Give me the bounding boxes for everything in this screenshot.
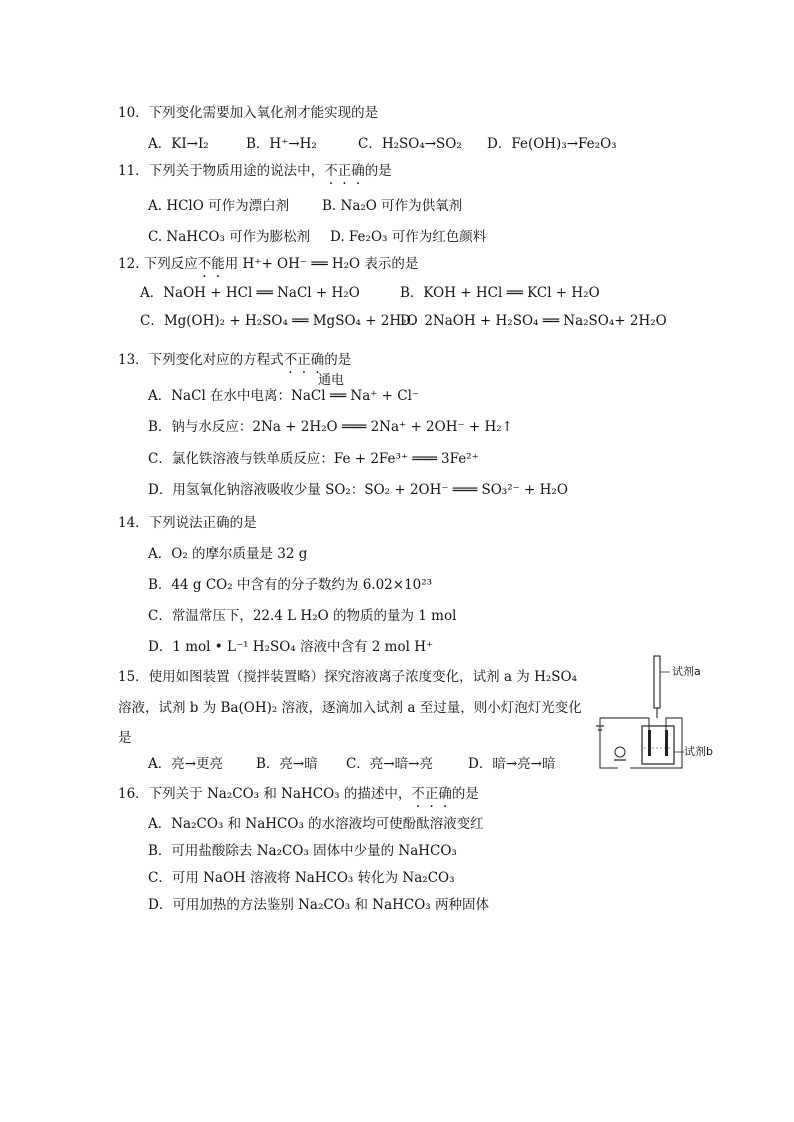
q16-stem [118, 785, 479, 803]
q11-option-c: C. NaHCO₃ 可作为膨松剂 [148, 229, 311, 245]
burette [654, 656, 660, 708]
q14-stem: 14．下列说法正确的是 [118, 515, 257, 531]
q14-option-c: C．常温常压下，22.4 L H₂O 的物质的量为 1 mol [148, 608, 457, 624]
q15-option-d: D．暗→亮→暗 [468, 756, 556, 772]
q15-stem-line-2: 溶液，试剂 b 为 Ba(OH)₂ 溶液，逐滴加入试剂 a 至过量，则小灯泡灯光变化 [118, 700, 582, 716]
q15-stem-line-3: 是 [118, 730, 132, 746]
q15-reagent-b-label: 试剂b [684, 745, 713, 758]
q11-stem-post: 的是 [364, 163, 392, 179]
q13-stem-emphasis [284, 352, 325, 368]
emphasis-char: 确 [351, 163, 365, 179]
q13-stem [118, 351, 351, 369]
emphasis-char: 不 [411, 786, 425, 802]
q11-option-a: A. HClO 可作为漂白剂 [148, 198, 290, 214]
q15-apparatus-figure [596, 654, 722, 772]
q13-option-c: C．氯化铁溶液与铁单质反应：Fe + 2Fe³⁺ ═══ 3Fe²⁺ [148, 451, 479, 467]
q16-option-a: A．Na₂CO₃ 和 NaHCO₃ 的水溶液均可使酚酞溶液变红 [148, 816, 484, 832]
q13-electrolysis-condition: 通电 [318, 373, 345, 388]
q16-stem-post: 的是 [451, 786, 479, 802]
q12-option-d: D．2NaOH + H₂SO₄ ══ Na₂SO₄+ 2H₂O [400, 313, 667, 329]
q13-stem-post: 的是 [324, 352, 352, 368]
emphasis-char: 不 [324, 163, 338, 179]
electrode-right [665, 730, 668, 756]
emphasis-char: 能 [211, 256, 225, 272]
electrode-left [648, 730, 651, 756]
q11-option-d: D. Fe₂O₃ 可作为红色颜料 [330, 229, 487, 245]
q12-option-c: C．Mg(OH)₂ + H₂SO₄ ══ MgSO₄ + 2H₂O [140, 313, 418, 329]
q13-option-b: B．钠与水反应：2Na + 2H₂O ═══ 2Na⁺ + 2OH⁻ + H₂↑ [148, 419, 513, 435]
q16-option-c: C．可用 NaOH 溶液将 NaHCO₃ 转化为 Na₂CO₃ [148, 870, 455, 886]
q14-option-a: A．O₂ 的摩尔质量是 32 g [148, 546, 308, 562]
q12-option-a: A．NaOH + HCl ══ NaCl + H₂O [140, 285, 360, 301]
q11-stem-emphasis [324, 163, 365, 179]
emphasis-char: 正 [337, 163, 352, 179]
q10-option-b: B．H⁺→H₂ [246, 136, 317, 152]
q11-stem [118, 162, 392, 180]
q15-reagent-a-label: 试剂a [672, 665, 701, 678]
q16-stem-pre: 16．下列关于 Na₂CO₃ 和 NaHCO₃ 的描述中， [118, 786, 412, 802]
q10-option-c: C．H₂SO₄→SO₂ [358, 136, 462, 152]
q13-option-d: D．用氢氧化钠溶液吸收少量 SO₂：SO₂ + 2OH⁻ ═══ SO₃²⁻ + H₂O [148, 482, 568, 498]
q16-stem-emphasis [411, 786, 452, 802]
q15-option-b: B．亮→暗 [256, 756, 318, 772]
emphasis-char: 不 [283, 352, 298, 368]
emphasis-char: 确 [310, 352, 325, 368]
q15-option-c: C．亮→暗→亮 [346, 756, 433, 772]
q11-stem-pre: 11．下列关于物质用途的说法中， [118, 163, 325, 179]
q12-option-b: B．KOH + HCl ══ KCl + H₂O [400, 285, 600, 301]
q12-stem [118, 255, 418, 273]
q13-option-a: A．NaCl 在水中电离：NaCl ══ Na⁺ + Cl⁻ [148, 388, 420, 404]
q15-option-a: A．亮→更亮 [148, 756, 224, 772]
emphasis-char: 不 [197, 256, 212, 272]
q10-option-a: A．KI→I₂ [148, 136, 209, 152]
q13-stem-pre: 13．下列变化对应的方程式 [118, 352, 284, 368]
q12-stem-emphasis [198, 256, 225, 272]
beaker [642, 726, 674, 764]
bulb [615, 747, 625, 757]
q11-option-b: B. Na₂O 可作为供氧剂 [322, 198, 463, 214]
q12-stem-pre: 12. 下列反应 [118, 256, 198, 272]
emphasis-char: 正 [424, 786, 439, 802]
q10-stem: 10．下列变化需要加入氧化剂才能实现的是 [118, 105, 379, 121]
q14-option-d: D．1 mol • L⁻¹ H₂SO₄ 溶液中含有 2 mol H⁺ [148, 639, 434, 655]
q10-option-d: D．Fe(OH)₃→Fe₂O₃ [487, 136, 617, 152]
emphasis-char: 确 [438, 786, 452, 802]
q16-option-d: D．可用加热的方法鉴别 Na₂CO₃ 和 NaHCO₃ 两种固体 [148, 897, 490, 913]
emphasis-char: 正 [297, 352, 311, 368]
q12-stem-post: 用 H⁺+ OH⁻ ══ H₂O 表示的是 [224, 256, 419, 272]
q14-option-b: B．44 g CO₂ 中含有的分子数约为 6.02×10²³ [148, 577, 433, 593]
q16-option-b: B．可用盐酸除去 Na₂CO₃ 固体中少量的 NaHCO₃ [148, 843, 457, 859]
q15-stem-line-1: 15．使用如图装置（搅拌装置略）探究溶液离子浓度变化，试剂 a 为 H₂SO₄ [118, 669, 578, 685]
